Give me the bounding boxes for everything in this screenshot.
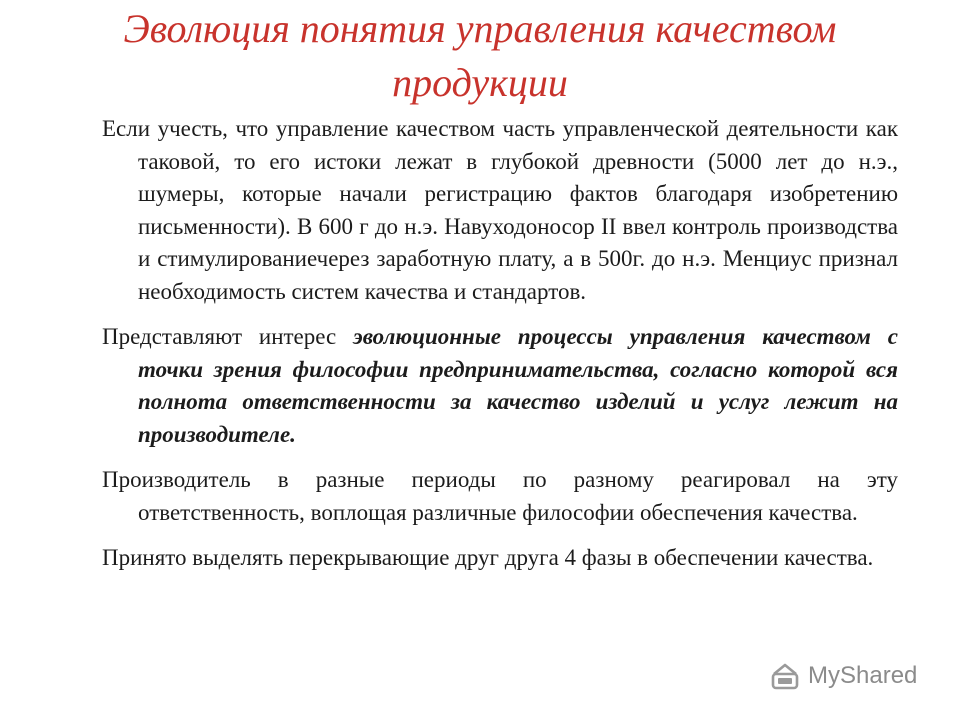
- watermark-text: MyShared: [808, 662, 918, 689]
- slide-title: Эволюция понятия управления качеством продукции: [123, 6, 837, 105]
- paragraph-history: Если учесть, что управление качеством часть управленческой деятельности как таковой, то его истоки лежат в глубокой древности (5000 лет до н.э., шумеры, которые начали регистрацию фактов благодаря изобретению письменности). В 600 г до н.э. Навуходоносор II ввел контроль производства и стимулированиечерез заработную плату, а в 500г. до н.э. Менциус признал необходимость систем качества и стандартов.: [102, 116, 898, 304]
- myshared-logo-icon: [768, 660, 802, 692]
- paragraph-philosophy-lead: Представляют интерес: [102, 324, 354, 349]
- paragraph-philosophy: [102, 321, 898, 451]
- watermark: [768, 656, 928, 696]
- paragraph-producer: Производитель в разные периоды по разному реагировал на эту ответственность, воплощая различные философии обеспечения качества.: [102, 467, 898, 525]
- slide-body: [102, 113, 898, 588]
- paragraph-philosophy-emphasis: эволюционные процессы управления качеством с точки зрения философии предпринимательства, согласно которой вся полнота ответственности за качество изделий и услуг лежит на производителе.: [138, 324, 898, 447]
- paragraph-phases: Принято выделять перекрывающие друг друга 4 фазы в обеспечении качества.: [102, 545, 874, 570]
